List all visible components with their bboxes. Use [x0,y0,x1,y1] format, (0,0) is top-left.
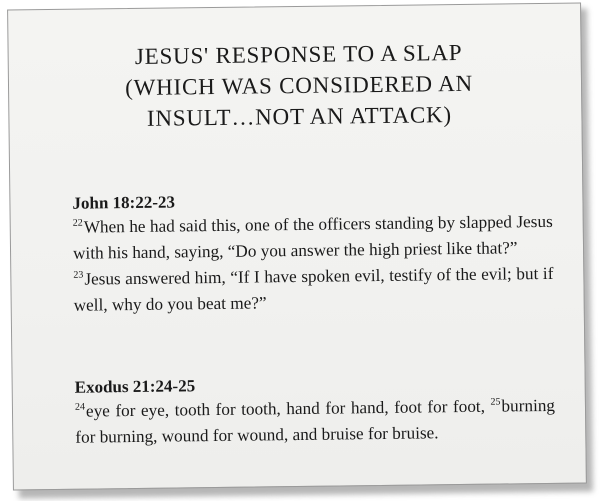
verse-22 [61,209,554,267]
verse-number: 25 [490,396,501,408]
passage-reference: John 18:22-23 [72,192,176,213]
passage-john [60,187,554,319]
verse-number: 24 [74,401,86,413]
passage-reference: Exodus 21:24-25 [74,376,196,397]
verse-23 [61,261,554,319]
title-line-2: (WHICH WAS CONSIDERED AN [124,70,474,101]
title-line-3: INSULT…NOT AN ATTACK) [146,102,453,131]
verse-text: Jesus answered him, “If I have spoken evil, testify of the evil; but if well, why do you beat me?” [73,263,554,315]
verse-text: eye for eye, tooth for tooth, hand for hand, foot for foot, [85,396,486,421]
verse-number: 23 [73,269,84,281]
passage-exodus [63,371,556,451]
page-title [48,36,549,135]
book-page [7,3,587,491]
verse-24-25 [63,393,556,451]
verse-text: When he had said this, one of the officers standing by slapped Jesus with his hand, saying, “Do you answer the high priest like that?” [72,211,553,263]
verse-text: burning for burning, wound for wound, and bruise for bruise. [75,395,556,447]
verse-number: 22 [72,217,83,230]
title-line-1: JESUS' RESPONSE TO A SLAP [134,39,463,69]
